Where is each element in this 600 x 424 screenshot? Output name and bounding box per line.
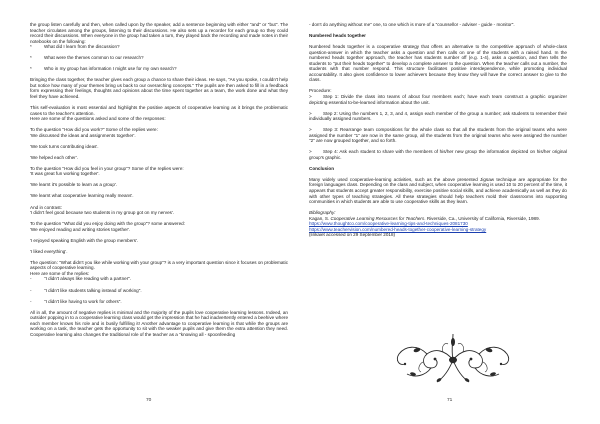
procedure-step: > Step 2: Using the numbers 1, 2, 3, and 4, assign each member of the group a number; ask students to remember their individually assigned numbers. (309, 110, 567, 122)
question-how-feel: To the question "How did you feel in your group"? Some of the replies were: (30, 165, 184, 171)
contrast-label: And in contrast: (30, 204, 62, 210)
answer-line: 'We discussed the ideas and assignments together'. (30, 132, 136, 138)
conclusion-paragraph: Many widely used cooperative-learning activities, such as the above presented Jigsaw technique are appropriate for the foreign languages class. Depending on the class and subject, when cooperative learning is used 10 to 20 percent of the time, it appears that students accept greater responsibility, exercise positive social skills, and achieve academically as well as they do with other types of teaching strategies. All these strategies should help teachers mold their classrooms into supporting communities in which students are able to use cooperative skills as they learn. (309, 176, 567, 205)
teachervision-link[interactable]: https://www.teachervision.com/numbered-heads-together-cooperative-learning-strategy (309, 226, 487, 232)
procedure-label: Procedure: (309, 88, 332, 94)
procedure-step: > Step 1: Divide the class into teams of about four members each; have each team construct a graphic organizer depicting essential to-be-learned information about the unit. (309, 93, 567, 105)
answer-line: 'We helped each other'. (30, 154, 78, 160)
replies-intro: Here are some of the replies: (30, 270, 90, 276)
answer-line: 'I didn't feel good because two students in my group got on my nerves'. (30, 210, 175, 216)
answer-line: 'We took turns contributing ideas'. (30, 143, 99, 149)
page-number-left: 70 (146, 398, 152, 403)
procedure-step: > Step 3: Rearrange team compositions for the whole class so that all the students from the original teams who were assigned the number "1" are now in the same group, all the students from the original teams who were assigned the number "2" are now grouped together, and so forth. (309, 127, 567, 144)
question-item: * What were the themes common to our research? (30, 55, 144, 61)
conclusion-heading: Conclusion (309, 165, 335, 171)
floral-ornament-icon (393, 330, 513, 388)
answer-line: 'I enjoyed speaking English with the group members'. (30, 237, 139, 243)
bibliography-label: Bibliography: (309, 210, 336, 216)
self-evaluation-paragraph: This self-evaluation is most essential and highlights the positive aspects of cooperative learning as it brings the problematic cases to the teacher's attention. (30, 105, 288, 116)
bibliography-entry: Kagan, S. Cooperative Learning Resources for Teachers. Riverside, Ca., University of California, Riverside, 1989. (309, 215, 540, 221)
answer-line: 'We learnt what cooperative learning really means'. (30, 193, 134, 199)
answer-line: 'I liked everything'. (30, 248, 68, 254)
page-number-right: 71 (447, 398, 453, 403)
answer-line: 'We learnt it's possible to learn as a group'. (30, 182, 118, 188)
answer-line: 'It was great fun working together'. (30, 171, 100, 177)
question-how-work: To the question "How did you work?" Some of the replies were: (30, 127, 158, 133)
thoughtco-link[interactable]: https://www.thoughtco.com/cooperative-learning-tips-and-techniques-2081730 (309, 221, 468, 227)
question-item: * What did I learn from the discussion? (30, 44, 120, 50)
intro-paragraph: the group listen carefully and then, when called upon by the speaker, add a sentence beginning with either "and" or "but". The teacher circulates among the groups, listening to their discussions. He also sets up a recorder for each group so they could record their discussions. When everyone in the group had taken a turn, they played back the recording and made notes in their notebooks on the following: (30, 22, 288, 44)
question-item: * Who in my group has information I might use for my own search? (30, 66, 177, 72)
answer-line: 'We enjoyed reading and writing stories together'. (30, 226, 131, 232)
accessed-note: (linkaiet accessed on 29 September 2018) (309, 232, 396, 238)
continuation-paragraph: - don't do anything without me" one, to one which is more of a "counsellor - adviser - guide - monitor". (309, 22, 515, 27)
closing-paragraph: All in all, the amount of negative replies is minimal and the majority of the pupils love cooperative learning lessons. Indeed, an outsider popping in to a cooperative learning class would get the impression that he had inadvertently entered a beehive where each member knows his role and is busily fulfilling it! Another advantage to cooperative learning is that while the groups are working on a task, the teacher gets the opportunity to sit with the weaker pupils and give them the extra attention they need. Cooperative learning also changes the traditional role of the teacher as a "knowing all - spoonfeeding (30, 309, 288, 337)
numbered-heads-paragraph: Numbered heads together is a cooperative strategy that offers an alternative to the competitive approach of whole-class question-answer in which the teacher asks a question and then calls on one of the students with a raised hand. In the numbered heads together approach, the teacher has students number off (e.g. 1-4), asks a question, and then tells the students to "put their heads together" to develop a complete answer to the question. When the teacher calls out a number, the students with that number respond. This structure facilitates positive interdependence, while promoting individual accountability. It also gives confidence to lower achievers because they know they will have the correct answer to give to the class. (309, 44, 567, 83)
reply-item: - "I didn't like students talking instead of working". (30, 287, 142, 293)
reply-item: - "I didn't like having to work for others". (30, 298, 122, 304)
numbered-heads-heading: Numbered heads together (309, 33, 366, 39)
procedure-step: > Step 4: Ask each student to share with the members of his/her new group the information depicted on his/her original group's graphic. (309, 149, 567, 160)
left-page (30, 22, 288, 398)
reply-item: - "I didn't always like reading with a partner". (30, 276, 132, 282)
question-dislike-paragraph: The question: "What didn't you like while working with your group"? is a very important question since it focuses on problematic aspects of cooperative learning. (30, 259, 288, 271)
responses-intro: Here are some of the questions asked and some of the responses: (30, 116, 166, 122)
sharing-paragraph: Bringing the class together, the teacher gives each group a chance to share their ideas. He says, "As you spoke, I couldn't help but notice how many of your themes bring us back to our overarching concepts." The pupils are then asked to fill in a feedback form expressing their feelings, thoughts and opinions about the time spent together as a team, the work done and what they feel they have achieved. (30, 77, 288, 99)
bibliography-title: Cooperative Learning Resources for Teachers (330, 215, 425, 221)
question-enjoy: To the question "What did you enjoy doing with the group"? some answered: (30, 221, 185, 227)
